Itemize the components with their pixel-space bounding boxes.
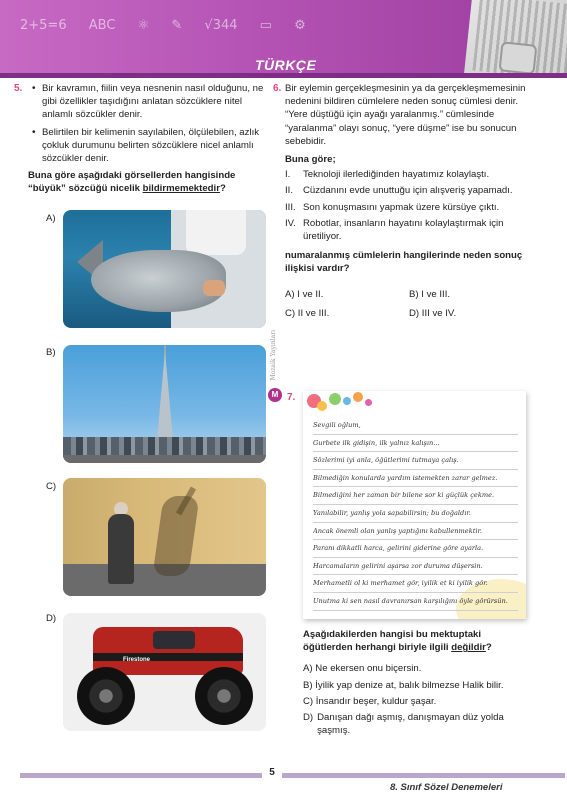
option-label: B) <box>409 288 419 300</box>
letter-line: Sözlerimi iyi anla, öğütlerimi tutmaya çalış. <box>313 452 518 470</box>
question-prompt: Buna göre; <box>285 154 336 166</box>
hand <box>203 280 225 296</box>
letter-line: Bilmediğin konularda yardım istemekten zarar gelmez. <box>313 470 518 488</box>
option-text: I ve III. <box>421 288 451 300</box>
option-c[interactable] <box>303 695 531 708</box>
definition-item: • Bir kavramın, fiilin veya nesnenin nasıl olduğunu, ne gibi özellikler taşıdığını anlatan sözcüklere nitel anlamlı sözcükler denir. <box>42 82 268 122</box>
letter-line: Unutma ki sen nasıl davranırsan karşılığını öyle görürsün. <box>313 593 518 611</box>
option-text: İyilik yap denize at, balık bilmezse Halik bilir. <box>315 679 504 691</box>
option-c-label[interactable]: C) <box>46 481 57 492</box>
option-b[interactable] <box>409 288 533 301</box>
option-label: D) <box>303 712 314 724</box>
definition-item: • Belirtilen bir kelimenin sayılabilen, ölçülebilen, azlık çokluk durumunu belirten sözcüklere nicel anlamlı sözcükler denir. <box>42 126 268 166</box>
option-text: Danışan dağı aşmış, danışmayan düz yolda şaşmış. <box>317 712 504 737</box>
question-part: Aşağıdakilerden hangisi bu mektuptaki öğütlerden herhangi biriyle ilgili <box>303 629 482 654</box>
question-5 <box>14 82 268 196</box>
letter-line: Paranı dikkatli harca, gelirini giderine göre ayarla. <box>313 540 518 558</box>
old-man-image[interactable] <box>63 478 266 596</box>
pencil-icon: ✎ <box>171 18 183 33</box>
question-part: ? <box>485 642 492 654</box>
option-a[interactable] <box>303 662 531 675</box>
doodle-abc: ABC <box>88 18 116 33</box>
option-d[interactable] <box>409 307 533 320</box>
stem-emphasis: bildirmemektedir <box>142 183 220 195</box>
question-number: 6. <box>273 83 282 94</box>
option-d[interactable] <box>303 711 531 737</box>
footer-title: 8. Sınıf Sözel Denemeleri <box>390 782 503 793</box>
option-label: B) <box>303 679 313 691</box>
question-text <box>303 628 531 654</box>
person-shirt <box>186 210 246 255</box>
confetti-dot <box>343 397 351 405</box>
doodle-math: 2+5=6 <box>20 18 67 33</box>
footer-line <box>20 773 565 778</box>
doodle-sqrt: √344 <box>204 18 238 33</box>
question-number: 5. <box>14 83 23 94</box>
sentence-number: II. <box>285 185 293 197</box>
letter-line: Gurbete ilk gidişin, ilk yalnız kalışın... <box>313 435 518 453</box>
option-b[interactable] <box>303 679 531 692</box>
stem-text: ? <box>219 183 226 195</box>
sentence-text: Cüzdanını evde unuttuğu için alışveriş yapamadı. <box>303 185 513 197</box>
sentence-number: III. <box>285 201 296 213</box>
letter-lines <box>313 417 518 611</box>
option-a[interactable] <box>285 288 409 301</box>
option-text: İnsandır beşer, kuldur şaşar. <box>315 695 437 707</box>
publisher-brand <box>268 330 282 450</box>
confetti-dot <box>329 393 341 405</box>
confetti-dot <box>365 399 372 406</box>
page-header <box>0 0 567 78</box>
sentence-text: Teknoloji ilerlediğinden hayatımız kolaylaştı. <box>303 169 490 181</box>
answer-options <box>303 662 531 737</box>
brand-text: Mozaik Yayınları <box>270 330 277 381</box>
confetti-dot <box>317 401 327 411</box>
tower-image[interactable] <box>63 345 266 463</box>
option-text: III ve IV. <box>421 307 457 319</box>
truck-brand: Firestone <box>123 657 151 663</box>
atom-icon: ⚛ <box>137 18 150 33</box>
option-text: II ve III. <box>297 307 330 319</box>
confetti-dot <box>353 392 363 402</box>
letter-line: Harcamaların gelirini aşarsa zor duruma düşersin. <box>313 558 518 576</box>
sentence-text: Son konuşmasını yapmak üzere kürsüye çıktı. <box>303 201 500 213</box>
header-underline <box>0 73 567 78</box>
sentence-number: I. <box>285 169 291 181</box>
question-number: 7. <box>287 392 296 403</box>
letter-line: Sevgili oğlum, <box>313 417 518 435</box>
option-label: C) <box>285 307 296 319</box>
monster-truck-image[interactable] <box>63 613 266 731</box>
zipper-decoration <box>464 0 567 78</box>
gear-icon: ⚙ <box>294 18 306 33</box>
stem-text: Buna göre aşağıdaki görsellerden hangisinde “büyük” <box>28 170 236 195</box>
option-c[interactable] <box>285 307 409 320</box>
letter-line: Merhametli ol ki merhamet gör, iyilik et ki iyilik gör. <box>313 575 518 593</box>
zipper-pull-icon <box>498 41 537 75</box>
question-stem <box>28 169 268 195</box>
numbered-sentences <box>285 168 533 243</box>
fish-image[interactable] <box>63 210 266 328</box>
sentence-text: Robotlar, insanların hayatını kolaylaştırmak için üretiliyor. <box>303 217 504 243</box>
definition-list <box>28 82 268 165</box>
sentence-item <box>285 217 533 243</box>
stem-text: sözcüğü nicelik <box>68 183 143 195</box>
option-label: A) <box>303 663 313 675</box>
sentence-item <box>285 184 533 197</box>
sentence-item <box>285 201 533 214</box>
header-doodles <box>20 18 324 33</box>
option-b-label[interactable]: B) <box>46 347 56 358</box>
option-a-label[interactable]: A) <box>46 213 56 224</box>
option-label: C) <box>303 695 314 707</box>
question-intro: Bir eylemin gerçekleşmesinin ya da gerçekleşmemesinin nedenini bildiren cümlelere neden sonuç cümlesi denir. “Yere düştüğü için ayağı yaralanmış.” cümlesinde “yaralanma” olayı sonuç, “yere düşme” ise bu sonucun sebebidir. <box>285 83 526 147</box>
letter-line: Ancak önemli olan yanlış yaptığını kabullenmektir. <box>313 523 518 541</box>
question-7-body <box>303 628 531 740</box>
sentence-item <box>285 168 533 181</box>
truck-wheel <box>195 667 253 725</box>
sentence-number: IV. <box>285 217 296 229</box>
truck-stripe <box>93 653 243 661</box>
page-number: 5 <box>262 762 282 784</box>
tower <box>156 351 174 451</box>
ruler-icon: ▭ <box>259 18 272 33</box>
option-d-label[interactable]: D) <box>46 613 57 624</box>
question-6 <box>273 82 533 320</box>
letter-line: Yanılabilir, yanlış yola sapabilirsin; bu doğaldır. <box>313 505 518 523</box>
option-text: Ne ekersen onu biçersin. <box>315 663 422 675</box>
question-text: numaralanmış cümlelerin hangilerinde neden sonuç ilişkisi vardır? <box>285 250 523 275</box>
truck-wheel <box>77 667 135 725</box>
answer-options <box>285 288 533 320</box>
road <box>63 455 266 463</box>
option-text: I ve II. <box>297 288 324 300</box>
subject-title: TÜRKÇE <box>255 57 317 73</box>
truck-window <box>153 631 195 649</box>
letter-line: Bilmediğini her zaman bir bilene sor ki güçlük çekme. <box>313 487 518 505</box>
letter-image <box>303 391 526 619</box>
brand-logo-icon: M <box>268 388 282 402</box>
option-label: D) <box>409 307 420 319</box>
question-emphasis: değildir <box>451 642 486 654</box>
option-label: A) <box>285 288 295 300</box>
man-body <box>108 514 134 584</box>
